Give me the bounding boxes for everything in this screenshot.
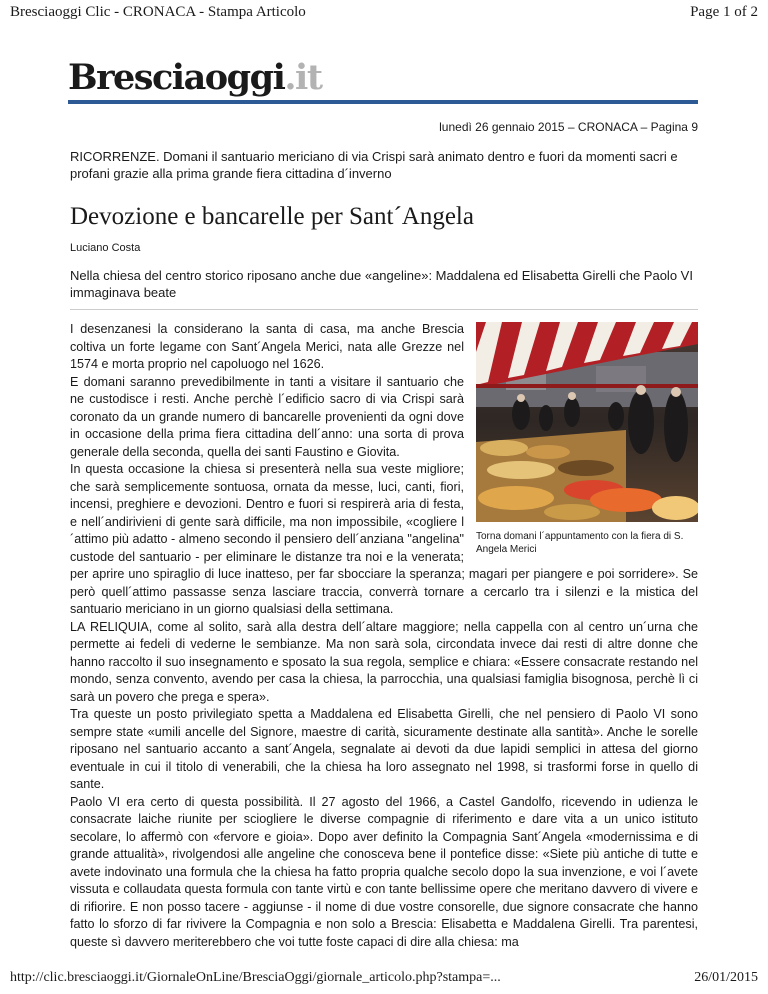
- print-footer: [10, 970, 758, 986]
- paragraph: I desenzanesi la considerano la santa di casa, ma anche Brescia coltiva un forte legame con Sant´Angela Merici, nata alle Grezze nel 1574 e morta proprio nel capoluogo nel 1626.: [70, 322, 464, 371]
- print-page-title: Bresciaoggi Clic - CRONACA - Stampa Articolo: [10, 3, 306, 20]
- header-rule: [68, 100, 698, 104]
- article: [70, 148, 698, 951]
- bresciaoggi-logo: [68, 58, 322, 98]
- market-stall-photo: [476, 322, 698, 522]
- article-headline: Devozione e bancarelle per Sant´Angela: [70, 203, 474, 230]
- logo-tld: .it: [284, 57, 322, 98]
- logo-name: Bresciaoggi: [68, 57, 285, 98]
- print-date: 26/01/2015: [694, 970, 758, 985]
- article-author: Luciano Costa: [70, 242, 141, 254]
- paragraph: Paolo VI era certo di questa possibilità. Il 27 agosto del 1966, a Castel Gandolfo, ricevendo in udienza le consacrate laiche riunite per sciogliere le diverse compagnie di riferimento e dare vita a un unico istituto secolare, lo affermò con «fervore e gioia». Dopo aver definito la Compagnia Sant´Angela «modernissima e di grande attualità», rivolgendosi alle angeline che conosceva bene il pontefice disse: «Siete più antiche di tutte e avete indovinato una formula che la chiesa ha fatto propria qualche secolo dopo la sua invenzione, e voi l´avete vissuta e collaudata questa formula con tante virtù e con tante bellissime opere che meritano davvero di vivere e di rifiorire. E non posso tacere - aggiunse - il nome di due vostre consorelle, due signore consacrate che hanno fatto lo sforzo di far rivivere la Compagnia e non solo a Brescia: Elisabetta e Maddalena Girelli. Tra parentesi, queste sì davvero meriterebbero che voi tutte foste capaci di dire alla chiesa: ma: [70, 794, 698, 949]
- article-kicker: RICORRENZE. Domani il santuario mericiano di via Crispi sarà animato dentro e fuori da momenti sacri e profani grazie alla prima grande fiera cittadina d´inverno: [70, 149, 678, 181]
- article-divider: [70, 309, 698, 310]
- article-summary: Nella chiesa del centro storico riposano anche due «angeline»: Maddalena ed Elisabetta Girelli che Paolo VI immaginava beate: [70, 268, 693, 300]
- paragraph: E domani saranno prevedibilmente in tanti a visitare il santuario che ne custodisce i resti. Anche perchè l´edificio sacro di via Crispi sarà coronato da un grande numero di bancarelle provenienti da ogni dove in occasione della prima fiera cittadina dell´anno: una sorta di prova generale della seconda, quella dei santi Faustino e Giovita.: [70, 374, 464, 459]
- paragraph: Tra queste un posto privilegiato spetta a Maddalena ed Elisabetta Girelli, che nel pensiero di Paolo VI sono sempre state «umili ancelle del Signore, maestre di carità, sicuramente destinate alla santità». Anche le sorelle riposano nel santuario accanto a sant´Angela, segnalate ai devoti da due lapidi semplici in attesa del giorno eventuale in cui il titolo di venerabili, che la chiesa ha loro assegnato nel 1998, si trasformi forse in quello di sante.: [70, 707, 698, 791]
- photo-caption: Torna domani l´appuntamento con la fiera di S. Angela Merici: [476, 531, 684, 555]
- dateline: lunedì 26 gennaio 2015 – CRONACA – Pagina 9: [439, 120, 698, 134]
- print-header: [10, 2, 758, 22]
- paragraph: In questa occasione la chiesa si presenterà nella sua veste migliore; che sarà semplicemente sontuosa, ornata da messe, luci, canti, fiori, incensi, preghiere e devozioni. Dentro e fuori si respirerà aria di festa, e nell´andirivieni di gente sarà difficile, ma non impossibile, «cogliere l´attimo più adatto - almeno secondo il pensiero dell´anziana "angelina" custode del santuario - per eliminare le distanze tra noi e la venerata; per aprire uno spiraglio di luce inatteso, per far sbocciare la speranza; magari per piangere e poi sorridere». Se però quell´attimo passasse senza lasciare traccia, converrà tornare a cercarlo tra i silenzi e la mistica del santuario mericiano in un giorno qualsiasi della settimana.: [70, 462, 698, 616]
- print-url: http://clic.bresciaoggi.it/GiornaleOnLine/BresciaOggi/giornale_articolo.php?stampa=...: [10, 970, 501, 985]
- paragraph: LA RELIQUIA, come al solito, sarà alla destra dell´altare maggiore; nella cappella con al centro un´urna che permette ai fedeli di vederne le sembianze. Ma non sarà sola, circondata invece dai resti di altre donne che hanno raccolto il suo insegnamento e sposato la sua regola, semplice e chiara: «Essere consacrate restando nel mondo, senza convento, avendo per casa la chiesa, la parrocchia, una qualsiasi famiglia bisognosa, perchè lì ci sarà un povero che prega e spera».: [70, 619, 698, 704]
- article-figure: [476, 322, 698, 556]
- article-body: [70, 321, 698, 951]
- print-page-number: Page 1 of 2: [690, 3, 758, 20]
